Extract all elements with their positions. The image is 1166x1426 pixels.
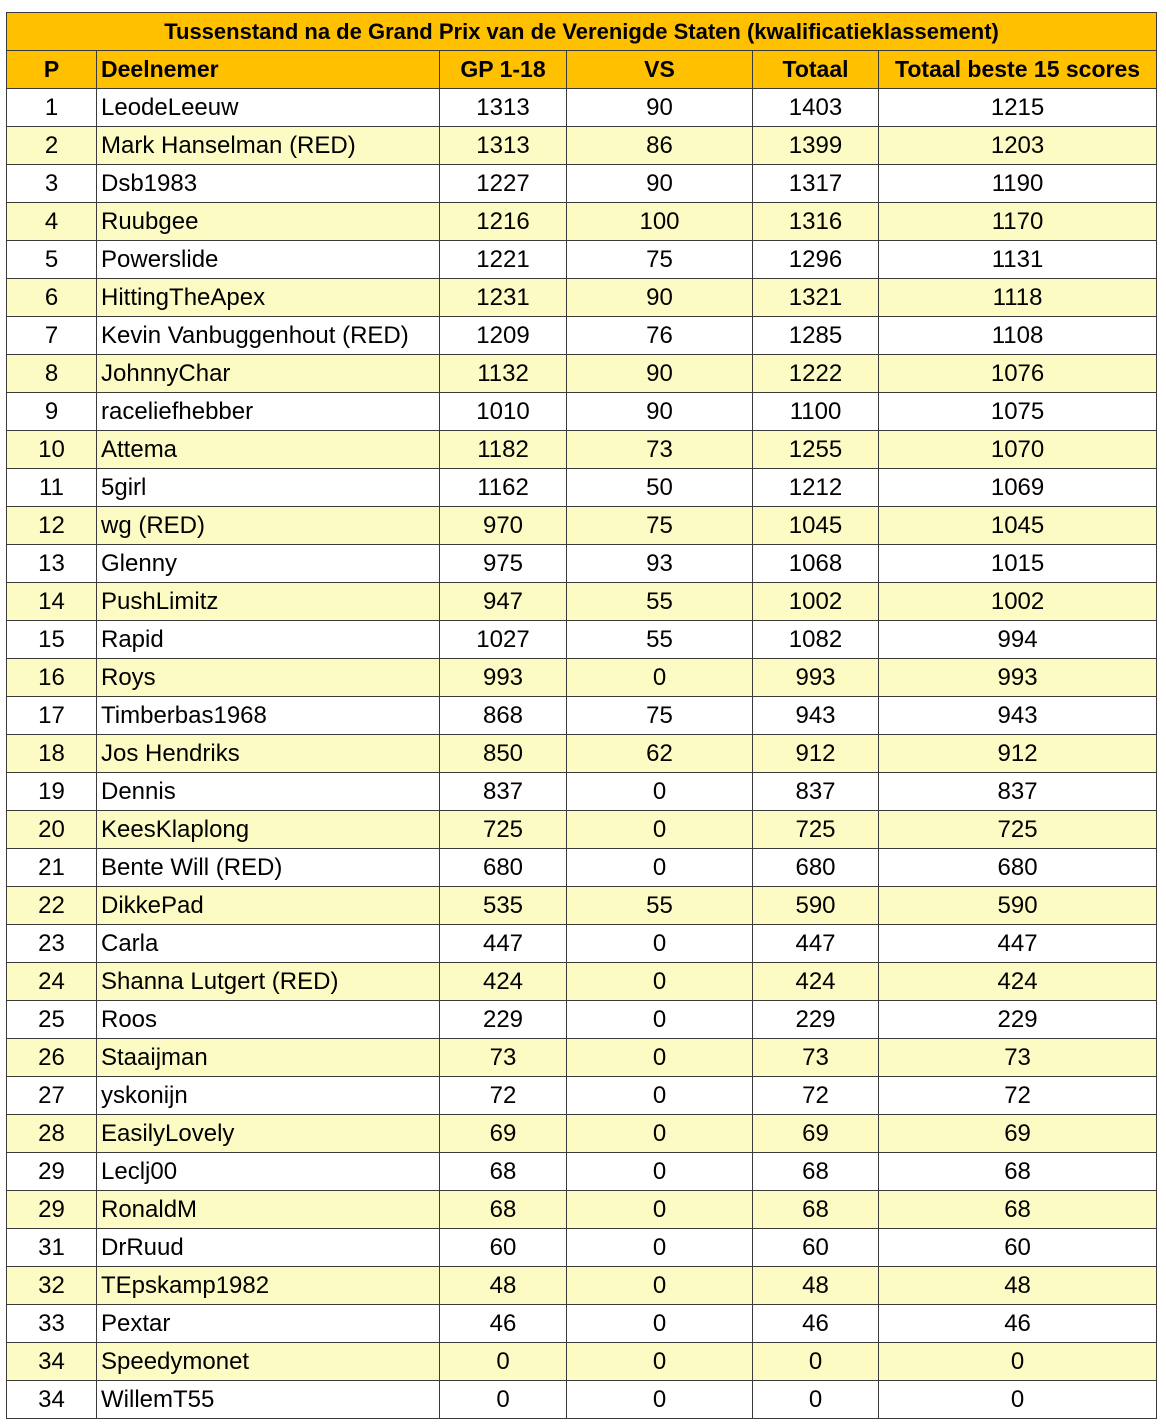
cell-best15: 1108 <box>879 317 1157 355</box>
cell-best15: 680 <box>879 849 1157 887</box>
cell-position: 7 <box>7 317 97 355</box>
table-row <box>7 1229 1157 1267</box>
table-row <box>7 925 1157 963</box>
cell-gp: 46 <box>440 1305 567 1343</box>
table-row <box>7 431 1157 469</box>
cell-position: 1 <box>7 89 97 127</box>
cell-vs: 75 <box>567 507 753 545</box>
cell-total: 60 <box>753 1229 879 1267</box>
table-row <box>7 1191 1157 1229</box>
cell-participant: Powerslide <box>97 241 440 279</box>
cell-participant: yskonijn <box>97 1077 440 1115</box>
cell-participant: LeodeLeeuw <box>97 89 440 127</box>
cell-vs: 0 <box>567 1381 753 1419</box>
cell-best15: 1131 <box>879 241 1157 279</box>
table-row <box>7 583 1157 621</box>
cell-gp: 229 <box>440 1001 567 1039</box>
cell-participant: Shanna Lutgert (RED) <box>97 963 440 1001</box>
cell-gp: 1209 <box>440 317 567 355</box>
table-row <box>7 1267 1157 1305</box>
cell-position: 21 <box>7 849 97 887</box>
cell-participant: HittingTheApex <box>97 279 440 317</box>
col-header-best15: Totaal beste 15 scores <box>879 51 1157 89</box>
cell-gp: 1227 <box>440 165 567 203</box>
cell-total: 1403 <box>753 89 879 127</box>
cell-vs: 0 <box>567 1039 753 1077</box>
cell-vs: 0 <box>567 1153 753 1191</box>
cell-participant: KeesKlaplong <box>97 811 440 849</box>
cell-position: 14 <box>7 583 97 621</box>
cell-vs: 0 <box>567 1191 753 1229</box>
cell-gp: 680 <box>440 849 567 887</box>
standings-body <box>7 89 1157 1419</box>
cell-best15: 48 <box>879 1267 1157 1305</box>
table-row <box>7 1115 1157 1153</box>
cell-position: 17 <box>7 697 97 735</box>
cell-participant: Staaijman <box>97 1039 440 1077</box>
cell-position: 26 <box>7 1039 97 1077</box>
cell-position: 2 <box>7 127 97 165</box>
cell-participant: RonaldM <box>97 1191 440 1229</box>
cell-best15: 72 <box>879 1077 1157 1115</box>
cell-vs: 90 <box>567 279 753 317</box>
cell-participant: Dennis <box>97 773 440 811</box>
cell-gp: 1313 <box>440 89 567 127</box>
cell-best15: 1203 <box>879 127 1157 165</box>
cell-position: 34 <box>7 1343 97 1381</box>
table-row <box>7 697 1157 735</box>
table-row <box>7 1153 1157 1191</box>
cell-gp: 975 <box>440 545 567 583</box>
cell-position: 32 <box>7 1267 97 1305</box>
cell-total: 1002 <box>753 583 879 621</box>
table-row <box>7 1343 1157 1381</box>
cell-participant: Carla <box>97 925 440 963</box>
cell-gp: 48 <box>440 1267 567 1305</box>
cell-vs: 0 <box>567 1115 753 1153</box>
cell-vs: 0 <box>567 1077 753 1115</box>
cell-position: 31 <box>7 1229 97 1267</box>
cell-participant: PushLimitz <box>97 583 440 621</box>
cell-vs: 0 <box>567 1305 753 1343</box>
cell-total: 1285 <box>753 317 879 355</box>
cell-gp: 72 <box>440 1077 567 1115</box>
table-row <box>7 545 1157 583</box>
table-row <box>7 1305 1157 1343</box>
table-row <box>7 393 1157 431</box>
cell-gp: 60 <box>440 1229 567 1267</box>
cell-best15: 943 <box>879 697 1157 735</box>
table-row <box>7 203 1157 241</box>
cell-total: 1321 <box>753 279 879 317</box>
cell-total: 1068 <box>753 545 879 583</box>
table-row <box>7 659 1157 697</box>
cell-gp: 850 <box>440 735 567 773</box>
table-row <box>7 773 1157 811</box>
cell-best15: 69 <box>879 1115 1157 1153</box>
table-row <box>7 1001 1157 1039</box>
cell-total: 424 <box>753 963 879 1001</box>
cell-position: 28 <box>7 1115 97 1153</box>
cell-total: 993 <box>753 659 879 697</box>
table-row <box>7 1077 1157 1115</box>
cell-total: 1316 <box>753 203 879 241</box>
cell-gp: 69 <box>440 1115 567 1153</box>
cell-best15: 1002 <box>879 583 1157 621</box>
cell-participant: Bente Will (RED) <box>97 849 440 887</box>
cell-gp: 1010 <box>440 393 567 431</box>
cell-participant: JohnnyChar <box>97 355 440 393</box>
cell-vs: 90 <box>567 393 753 431</box>
cell-participant: Jos Hendriks <box>97 735 440 773</box>
cell-position: 8 <box>7 355 97 393</box>
cell-vs: 90 <box>567 165 753 203</box>
cell-best15: 73 <box>879 1039 1157 1077</box>
cell-participant: wg (RED) <box>97 507 440 545</box>
table-row <box>7 469 1157 507</box>
cell-vs: 0 <box>567 1267 753 1305</box>
table-row <box>7 1039 1157 1077</box>
cell-gp: 73 <box>440 1039 567 1077</box>
cell-total: 943 <box>753 697 879 735</box>
cell-gp: 970 <box>440 507 567 545</box>
cell-best15: 68 <box>879 1191 1157 1229</box>
cell-best15: 424 <box>879 963 1157 1001</box>
cell-gp: 1221 <box>440 241 567 279</box>
cell-participant: 5girl <box>97 469 440 507</box>
cell-position: 10 <box>7 431 97 469</box>
table-row <box>7 165 1157 203</box>
table-row <box>7 89 1157 127</box>
table-row <box>7 811 1157 849</box>
cell-vs: 0 <box>567 1343 753 1381</box>
cell-participant: Attema <box>97 431 440 469</box>
cell-vs: 75 <box>567 241 753 279</box>
cell-participant: EasilyLovely <box>97 1115 440 1153</box>
cell-participant: raceliefhebber <box>97 393 440 431</box>
table-title: Tussenstand na de Grand Prix van de Verenigde Staten (kwalificatieklassement) <box>7 13 1157 51</box>
cell-total: 1296 <box>753 241 879 279</box>
cell-total: 1100 <box>753 393 879 431</box>
cell-total: 725 <box>753 811 879 849</box>
cell-vs: 50 <box>567 469 753 507</box>
cell-total: 73 <box>753 1039 879 1077</box>
cell-vs: 0 <box>567 963 753 1001</box>
cell-participant: DrRuud <box>97 1229 440 1267</box>
cell-participant: DikkePad <box>97 887 440 925</box>
table-row <box>7 849 1157 887</box>
cell-position: 25 <box>7 1001 97 1039</box>
table-row <box>7 1381 1157 1419</box>
cell-position: 16 <box>7 659 97 697</box>
table-row <box>7 317 1157 355</box>
cell-position: 20 <box>7 811 97 849</box>
cell-gp: 1231 <box>440 279 567 317</box>
cell-gp: 1313 <box>440 127 567 165</box>
cell-total: 72 <box>753 1077 879 1115</box>
cell-vs: 55 <box>567 621 753 659</box>
table-row <box>7 127 1157 165</box>
cell-vs: 86 <box>567 127 753 165</box>
col-header-position: P <box>7 51 97 89</box>
cell-best15: 1070 <box>879 431 1157 469</box>
cell-participant: Dsb1983 <box>97 165 440 203</box>
cell-best15: 994 <box>879 621 1157 659</box>
cell-total: 1255 <box>753 431 879 469</box>
cell-participant: Roos <box>97 1001 440 1039</box>
cell-position: 9 <box>7 393 97 431</box>
cell-total: 0 <box>753 1343 879 1381</box>
cell-total: 69 <box>753 1115 879 1153</box>
cell-gp: 725 <box>440 811 567 849</box>
cell-total: 46 <box>753 1305 879 1343</box>
cell-vs: 0 <box>567 811 753 849</box>
cell-best15: 1045 <box>879 507 1157 545</box>
cell-position: 19 <box>7 773 97 811</box>
cell-best15: 725 <box>879 811 1157 849</box>
cell-gp: 424 <box>440 963 567 1001</box>
cell-gp: 68 <box>440 1191 567 1229</box>
cell-total: 1082 <box>753 621 879 659</box>
cell-participant: WillemT55 <box>97 1381 440 1419</box>
cell-best15: 1075 <box>879 393 1157 431</box>
cell-position: 34 <box>7 1381 97 1419</box>
cell-total: 1399 <box>753 127 879 165</box>
cell-participant: Pextar <box>97 1305 440 1343</box>
cell-position: 6 <box>7 279 97 317</box>
table-row <box>7 241 1157 279</box>
cell-best15: 60 <box>879 1229 1157 1267</box>
table-row <box>7 963 1157 1001</box>
cell-gp: 868 <box>440 697 567 735</box>
cell-vs: 55 <box>567 887 753 925</box>
cell-vs: 90 <box>567 89 753 127</box>
cell-position: 24 <box>7 963 97 1001</box>
cell-best15: 1076 <box>879 355 1157 393</box>
table-row <box>7 355 1157 393</box>
cell-vs: 0 <box>567 849 753 887</box>
cell-best15: 0 <box>879 1343 1157 1381</box>
table-row <box>7 621 1157 659</box>
table-row <box>7 887 1157 925</box>
cell-vs: 90 <box>567 355 753 393</box>
cell-position: 4 <box>7 203 97 241</box>
cell-total: 1212 <box>753 469 879 507</box>
standings-table <box>6 12 1157 1419</box>
cell-gp: 0 <box>440 1343 567 1381</box>
cell-gp: 1027 <box>440 621 567 659</box>
cell-position: 5 <box>7 241 97 279</box>
cell-participant: Kevin Vanbuggenhout (RED) <box>97 317 440 355</box>
cell-vs: 0 <box>567 1229 753 1267</box>
cell-position: 23 <box>7 925 97 963</box>
cell-total: 912 <box>753 735 879 773</box>
cell-vs: 76 <box>567 317 753 355</box>
cell-total: 1045 <box>753 507 879 545</box>
cell-position: 18 <box>7 735 97 773</box>
cell-best15: 1190 <box>879 165 1157 203</box>
cell-participant: Timberbas1968 <box>97 697 440 735</box>
cell-participant: Roys <box>97 659 440 697</box>
cell-position: 15 <box>7 621 97 659</box>
cell-total: 48 <box>753 1267 879 1305</box>
cell-position: 27 <box>7 1077 97 1115</box>
cell-gp: 535 <box>440 887 567 925</box>
cell-total: 447 <box>753 925 879 963</box>
cell-participant: Leclj00 <box>97 1153 440 1191</box>
cell-position: 12 <box>7 507 97 545</box>
table-row <box>7 279 1157 317</box>
col-header-vs: VS <box>567 51 753 89</box>
col-header-gp: GP 1-18 <box>440 51 567 89</box>
cell-best15: 0 <box>879 1381 1157 1419</box>
cell-position: 29 <box>7 1153 97 1191</box>
cell-position: 13 <box>7 545 97 583</box>
cell-participant: Ruubgee <box>97 203 440 241</box>
cell-gp: 0 <box>440 1381 567 1419</box>
cell-total: 680 <box>753 849 879 887</box>
cell-best15: 229 <box>879 1001 1157 1039</box>
cell-gp: 1162 <box>440 469 567 507</box>
cell-gp: 947 <box>440 583 567 621</box>
cell-position: 3 <box>7 165 97 203</box>
cell-best15: 1069 <box>879 469 1157 507</box>
cell-best15: 1015 <box>879 545 1157 583</box>
cell-total: 590 <box>753 887 879 925</box>
col-header-total: Totaal <box>753 51 879 89</box>
cell-best15: 1118 <box>879 279 1157 317</box>
cell-best15: 837 <box>879 773 1157 811</box>
cell-best15: 1215 <box>879 89 1157 127</box>
cell-vs: 100 <box>567 203 753 241</box>
cell-vs: 0 <box>567 773 753 811</box>
table-row <box>7 507 1157 545</box>
cell-vs: 0 <box>567 1001 753 1039</box>
cell-best15: 46 <box>879 1305 1157 1343</box>
cell-total: 229 <box>753 1001 879 1039</box>
cell-position: 11 <box>7 469 97 507</box>
cell-participant: Speedymonet <box>97 1343 440 1381</box>
cell-gp: 68 <box>440 1153 567 1191</box>
cell-vs: 0 <box>567 659 753 697</box>
cell-vs: 93 <box>567 545 753 583</box>
cell-participant: Mark Hanselman (RED) <box>97 127 440 165</box>
cell-vs: 55 <box>567 583 753 621</box>
cell-total: 1222 <box>753 355 879 393</box>
cell-position: 33 <box>7 1305 97 1343</box>
cell-vs: 75 <box>567 697 753 735</box>
cell-gp: 1182 <box>440 431 567 469</box>
cell-gp: 447 <box>440 925 567 963</box>
col-header-participant: Deelnemer <box>97 51 440 89</box>
cell-best15: 993 <box>879 659 1157 697</box>
cell-gp: 1132 <box>440 355 567 393</box>
cell-participant: Rapid <box>97 621 440 659</box>
cell-best15: 447 <box>879 925 1157 963</box>
title-row <box>7 13 1157 51</box>
cell-total: 837 <box>753 773 879 811</box>
cell-total: 0 <box>753 1381 879 1419</box>
table-row <box>7 735 1157 773</box>
cell-vs: 73 <box>567 431 753 469</box>
cell-total: 68 <box>753 1191 879 1229</box>
cell-best15: 1170 <box>879 203 1157 241</box>
cell-best15: 590 <box>879 887 1157 925</box>
cell-total: 1317 <box>753 165 879 203</box>
cell-total: 68 <box>753 1153 879 1191</box>
cell-participant: TEpskamp1982 <box>97 1267 440 1305</box>
cell-gp: 837 <box>440 773 567 811</box>
cell-gp: 993 <box>440 659 567 697</box>
cell-gp: 1216 <box>440 203 567 241</box>
cell-participant: Glenny <box>97 545 440 583</box>
cell-vs: 0 <box>567 925 753 963</box>
cell-best15: 912 <box>879 735 1157 773</box>
header-row <box>7 51 1157 89</box>
cell-position: 22 <box>7 887 97 925</box>
cell-best15: 68 <box>879 1153 1157 1191</box>
cell-position: 29 <box>7 1191 97 1229</box>
cell-vs: 62 <box>567 735 753 773</box>
